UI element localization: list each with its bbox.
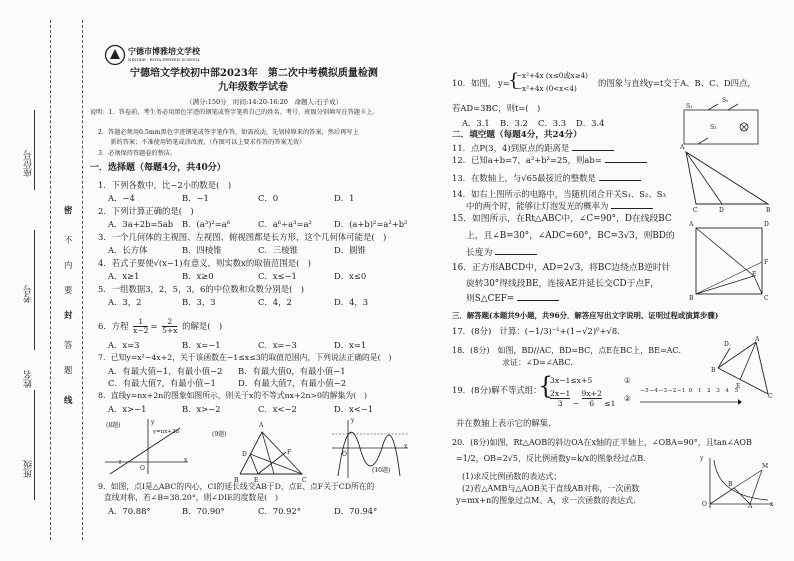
fig10-label: (10题) [372, 467, 391, 474]
fig16-point: F [764, 259, 769, 266]
instruction-line: 新的答案；不准使用铅笔或涂改液，（作图可以上要求作答的答案无效） [98, 139, 306, 146]
question-12 [452, 155, 647, 165]
question-14-cont [466, 201, 653, 211]
tick-label: 5 [734, 388, 739, 394]
answer-blank[interactable] [517, 300, 559, 301]
tick-label: −3 [658, 388, 668, 394]
option: A．x=3 [108, 340, 140, 350]
school-logo-text: 宁德市博雅培文学校 [128, 46, 200, 56]
option: C．x=−3 [258, 340, 297, 350]
fig18-point: C [768, 393, 773, 400]
option: A．长方体 [108, 245, 148, 255]
school-logo-sub: NINGDE · BOYA PEIWEN SCHOOL [128, 57, 200, 62]
fig15-point: D [719, 207, 724, 214]
q10-tail: 的图象与直线y=t交于A、B、C、D四点， [598, 78, 756, 88]
denominator: 3 [557, 399, 563, 408]
fig9-label: (9题) [212, 431, 227, 438]
binding-char: 要 [64, 285, 73, 295]
fig15-point: A [680, 144, 685, 151]
fig18-point: B [711, 367, 716, 374]
fig20-label: A [748, 503, 753, 510]
fig10-y: y [351, 417, 355, 424]
binding-line [50, 20, 51, 540]
figure-10 [330, 418, 410, 480]
question-18-cont: 求证：∠D=∠ABC． [502, 358, 579, 367]
option: C．x<−2 [258, 404, 297, 414]
q6-stem: 6．方程 [98, 321, 129, 331]
section-heading: 二．填空题（每题4分，共24分） [452, 130, 582, 140]
q15-text: 长度为 [466, 248, 493, 258]
section-heading: 三．解答题(本题共9小题，共96分．解答应写出文字说明、证明过程或演算步骤) [452, 311, 719, 320]
question-20: 20．(8分)如图，Rt△AOB的斜边OA在x轴的正半轴上，∠OBA=90°，且tan∠AOB [452, 438, 752, 447]
option: B．x=−1 [182, 340, 221, 350]
question-20-part: y=mx+n的图象过点M、A，求一次函数的表达式． [456, 496, 642, 505]
denominator: x−2 [133, 326, 149, 335]
fig16-point: D [764, 221, 769, 228]
question-18: 18．(8分) 如图，BD//AC，BD=BC，点E在BC上，BE=AC． [452, 346, 687, 355]
fig16-point: C [764, 295, 769, 302]
binding-char: 封 [64, 310, 73, 320]
fraction [162, 318, 177, 335]
option: D．有最大值7，有最小值−2 [238, 378, 347, 388]
option: C．x≤−1 [258, 271, 297, 281]
fig9-point: B [234, 477, 239, 484]
option: C．有最大值7，有最小值−1 [108, 378, 216, 388]
number-line-ticks [640, 386, 741, 396]
tick-label: 1 [697, 388, 702, 394]
fig20-label: B [728, 481, 733, 488]
option: A．x>−1 [108, 404, 147, 414]
fig8-x: x [184, 457, 188, 464]
answer-blank[interactable] [599, 180, 641, 181]
fig16-point: A [689, 221, 694, 228]
tick-label: 2 [707, 388, 711, 394]
q13-text: 13．在数轴上，与√65最接近的整数是 [452, 173, 596, 183]
option: A．−4 [108, 193, 135, 203]
binding-char: 题 [64, 365, 73, 375]
fig20-label: M [762, 463, 769, 470]
q19-mark: ① [624, 376, 631, 385]
option: D．x=1 [334, 340, 367, 350]
question-3: 3．一个几何体的主视图、左视图、俯视图都是长方形，这个几何体可能是( ) [98, 232, 387, 242]
option: B．x>−2 [182, 404, 221, 414]
exam-meta: （满分:150分 时间:14:20-16:20 命题人:石子成） [186, 98, 343, 106]
q10-line2-text: 若AD=3BC，则t=( ) [452, 103, 541, 113]
fig20-label: O [702, 501, 707, 508]
question-8: 8．直线y=nx+2n的图象如图所示，则关于x的不等式nx+2n>0的解集为( ) [98, 391, 368, 400]
fig15-point: B [766, 207, 771, 214]
answer-blank[interactable] [572, 150, 614, 151]
fig9-point: C [302, 477, 307, 484]
question-9-cont: 直线对称，若∠B=38.20°，则∠DIE的度数是( ) [104, 493, 279, 502]
option: A．3.1 [462, 118, 490, 128]
option: A．3a+2b=5ab [108, 219, 174, 229]
numerator: 9x+2 [581, 389, 602, 398]
question-15: 15．如图所示，在Rt△ABC中，∠C=90°，D在线段BC [452, 214, 672, 224]
question-14: 14．如右上图所示的电路中，当随机闭合开关S₁、S₂、S₃ [452, 189, 666, 199]
fraction [582, 389, 602, 408]
page-title: 宁德培文学校初中部2023年 第二次中考模拟质量检测 [130, 68, 378, 79]
circuit-switch: S₃ [710, 124, 717, 131]
question-19: 19．(8分)解不等式组： [452, 385, 542, 395]
question-15-cont [466, 248, 537, 258]
tick-label: −5 [640, 388, 649, 394]
q16-text: 则S△CEF= [466, 294, 515, 304]
question-16-cont [466, 294, 559, 304]
name-line [34, 110, 35, 190]
section-heading: 一．选择题（每题4分，共40分） [90, 163, 226, 173]
question-16-cont: 旋转30°得线段BE，连接AE并延长交CD于点F， [466, 279, 660, 289]
binding-line [82, 20, 83, 540]
q19-ineq-fraction: $\frac{2x-1}{3}$ − $\frac{9x+2}{6}$ ≤1 [550, 389, 616, 408]
q12-text: 12．已知a+b=7，a²+b²=25，则ab= [452, 155, 602, 165]
fig18-point: D [724, 341, 729, 348]
option: C．0 [258, 193, 279, 203]
fig15-point: C [693, 207, 698, 214]
exam-no-label: 考号 [24, 285, 34, 303]
q10-y: y= [498, 78, 510, 88]
denominator: 5+x [162, 326, 178, 335]
class-label: 班级 [24, 460, 34, 478]
fig18-point: A [755, 336, 760, 343]
question-4: 4．若式子要使√(x−1)有意义，则实数x的取值范围是( ) [98, 258, 312, 268]
numerator: 2 [162, 318, 177, 327]
option: A．有最大值−1，有最小值−2 [108, 366, 223, 376]
q10-case: −x²+4x (x≤0或x≥4) [516, 71, 588, 80]
option: D．x<−1 [334, 404, 374, 414]
question-1: 1．下列各数中，比−2小的数是( ) [98, 180, 232, 190]
option: A．x≥1 [108, 271, 140, 281]
fig9-point: D [242, 451, 247, 458]
instruction-line: 3．必须保持答题卷的整洁。 [98, 150, 177, 157]
option: A．70.88° [108, 506, 151, 516]
fig16-point: E [752, 271, 757, 278]
option: D．70.94° [334, 506, 378, 516]
option: B．x≥0 [182, 271, 214, 281]
tick-label: 3 [716, 388, 720, 394]
q6-stem: 的解是( ) [182, 321, 223, 331]
page-subtitle: 九年级数学试卷 [218, 82, 288, 93]
question-9: 9．如图，点I是△ABC的内心，CI的延长线交AB于D，点E、点F关于CD所在的 [98, 482, 375, 491]
option: C．4，2 [258, 297, 292, 307]
question-15-cont: 上，且∠B=30°，∠ADC=60°，BC=3√3，则BD的 [466, 231, 675, 241]
question-11 [452, 143, 614, 153]
fig9-point: A [259, 422, 264, 429]
tick-label: −4 [649, 388, 659, 394]
number-line [638, 396, 742, 406]
seat-label: 座位号 [24, 150, 34, 177]
option: D．1 [334, 193, 355, 203]
q19-mark: ② [624, 394, 631, 403]
name-line [34, 230, 35, 350]
question-20-part: (1)求反比例函数的表达式； [462, 472, 562, 481]
figure-15 [682, 146, 774, 208]
fig8-line-label: y=nx+2n [153, 429, 180, 435]
school-logo-icon [104, 44, 126, 66]
question-16: 16．正方形ABCD中，AD=2√3，将BC边绕点B逆时针 [452, 263, 671, 273]
answer-blank[interactable] [605, 162, 647, 163]
q11-text: 11．点P(3，4)到原点的距离是 [452, 143, 570, 153]
fig8-origin: O [140, 465, 145, 472]
option: D．(a+b)²=a²+b² [334, 219, 408, 229]
circuit-switch: S₂ [722, 97, 729, 104]
question-17: 17．(8分) 计算：(−1/3)⁻¹+(1−√2)⁰+√8． [452, 326, 626, 336]
circuit-switch: S₁ [686, 103, 693, 110]
q10-brace: { [508, 70, 520, 91]
question-6 [98, 318, 222, 335]
instruction-line: 2．答题必须用0.5mm黑色字迹钢笔或签字笔作答，如需改动，先划掉原来的答案，然后再写上 [98, 129, 359, 136]
answer-blank[interactable] [495, 254, 537, 255]
fig9-point: F [287, 449, 292, 456]
q10-line2 [452, 103, 540, 113]
option: A．3，2 [108, 297, 142, 307]
binding-char: 内 [64, 260, 73, 270]
question-20-part: (2)若△AMB与△AOB关于直线AB对称，一次函数 [462, 484, 640, 493]
numerator: 2x−1 [550, 389, 571, 398]
denominator: 6 [589, 399, 595, 408]
q19-brace: { [538, 372, 554, 400]
numerator: 1 [133, 318, 148, 327]
option: B．3.2 [500, 118, 528, 128]
option: B．有最大值0，有最小值−1 [238, 366, 346, 376]
question-19-cont: 并在数轴上表示它的解集． [456, 418, 557, 428]
tick-label: 0 [688, 388, 693, 394]
question-13 [452, 173, 641, 183]
name-line [34, 390, 35, 500]
tick-label: −2 [667, 388, 677, 394]
option: D．圆锥 [334, 245, 366, 255]
binding-char: 线 [64, 395, 73, 405]
binding-char: 答 [64, 340, 73, 350]
equals: = [150, 321, 158, 331]
option: D．3.4 [576, 118, 605, 128]
fig20-label: y [700, 455, 704, 462]
name-label: 姓名 [24, 370, 34, 388]
option: D．4，3 [334, 297, 369, 307]
fig8-y: y [151, 419, 155, 426]
fig10-x: x [404, 443, 408, 450]
option: C．3.3 [538, 118, 567, 128]
fraction [133, 318, 148, 335]
tick-label: −1 [677, 388, 686, 394]
fig10-origin: O [342, 451, 347, 458]
q14-text: 中的两个时，能够让灯泡发光的概率为 [466, 201, 609, 211]
option: C．三棱锥 [258, 245, 298, 255]
question-20-cont: =1/2，OB=2√5，反比例函数y=k/x的图象经过点B． [456, 454, 652, 463]
question-5: 5．一组数据3，2，5，3，6的中位数和众数分别是( ) [98, 284, 305, 294]
binding-char: 不 [64, 235, 73, 245]
option: B．−1 [182, 193, 209, 203]
binding-char: 密 [64, 205, 73, 215]
option: B．3，3 [182, 297, 216, 307]
figure-16 [690, 224, 770, 302]
fig9-point: E [254, 477, 259, 484]
option: B．70.90° [182, 506, 225, 516]
question-10: 10．如图， [452, 78, 497, 88]
question-2: 2．下列计算正确的是( ) [98, 206, 194, 216]
q19-ineq: 3x−1≤x+5 [550, 376, 593, 385]
q10-case: −x²+4x (0<x<4) [516, 84, 577, 93]
fig20-label: x [770, 501, 774, 508]
fig18-point: E [736, 383, 741, 390]
instruction-line: 说明：1．答卷前，考生务必用黑色字迹的钢笔或签字笔将自己的姓名、考号、班级分别填写在答题卡上。 [90, 109, 379, 116]
tick-label: 4 [725, 388, 730, 394]
fraction [550, 389, 570, 408]
option: B．四棱锥 [182, 245, 222, 255]
option: D．x≤0 [334, 271, 367, 281]
fig16-point: B [689, 295, 694, 302]
option: C．70.92° [258, 506, 301, 516]
answer-blank[interactable] [611, 208, 653, 209]
option: C．a⁶÷a³=a² [258, 219, 312, 229]
option: B．(a³)²=a⁶ [182, 219, 231, 229]
question-7: 7．已知y=x²−4x+2，关于该函数在−1≤x≤3的取值范围内，下列说法正确的是( ) [98, 353, 392, 362]
fig8-label: (8题) [106, 422, 121, 429]
